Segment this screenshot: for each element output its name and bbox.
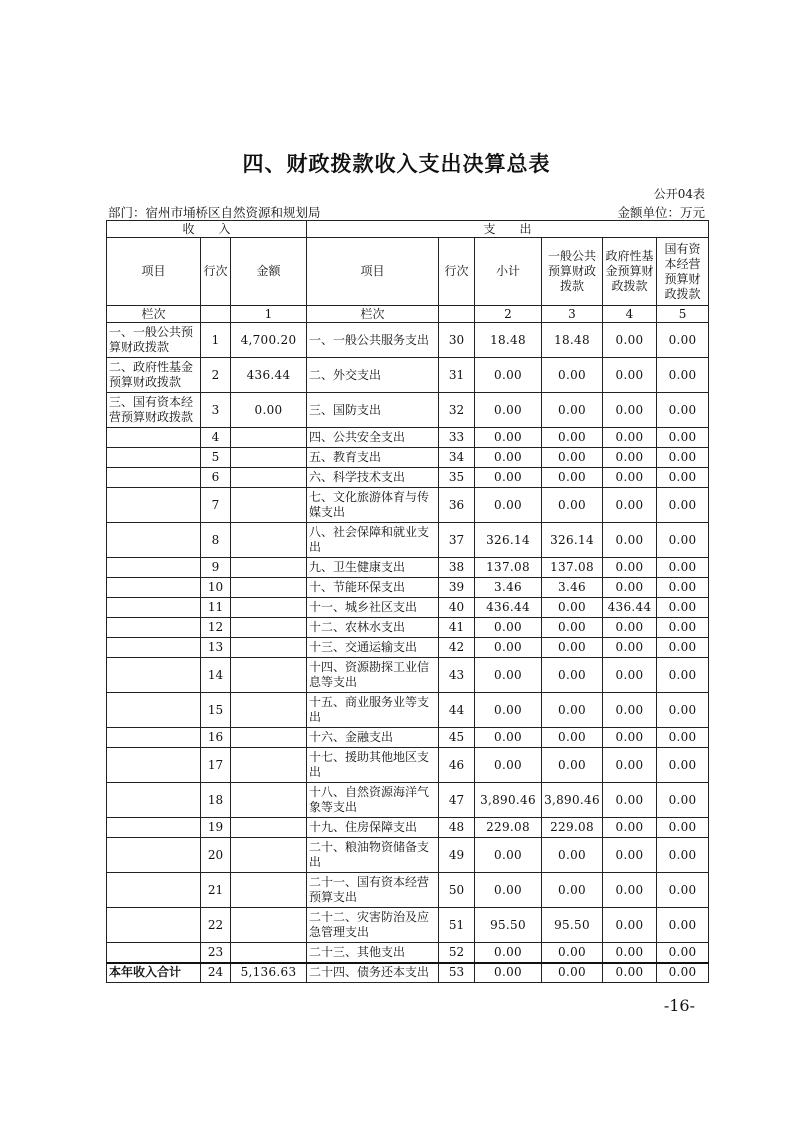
income-amount: [231, 728, 307, 748]
expense-item-header: 项目: [307, 238, 439, 306]
expense-item: 二十、粮油物资储备支出: [307, 838, 439, 873]
expense-row-number: 48: [439, 818, 475, 838]
income-item: [107, 908, 201, 943]
subtotal-value: 95.50: [475, 908, 542, 943]
column-index-row: [107, 306, 709, 323]
expense-item: 三、国防支出: [307, 393, 439, 428]
income-row-number: 8: [201, 523, 231, 558]
income-item: [107, 638, 201, 658]
general-budget-value: 0.00: [542, 358, 603, 393]
subtotal-value: 0.00: [475, 428, 542, 448]
expense-item: 二十一、国有资本经营预算支出: [307, 873, 439, 908]
general-budget-value: 0.00: [542, 598, 603, 618]
expense-row-number: 34: [439, 448, 475, 468]
expense-rowno-header: 行次: [439, 238, 475, 306]
expense-row-number: 44: [439, 693, 475, 728]
table-row: [107, 963, 709, 983]
expense-item: 八、社会保障和就业支出: [307, 523, 439, 558]
income-amount: [231, 598, 307, 618]
state-capital-value: 0.00: [657, 618, 709, 638]
table-row: [107, 943, 709, 963]
expense-item: 十六、金融支出: [307, 728, 439, 748]
income-item: [107, 728, 201, 748]
expense-item: 十、节能环保支出: [307, 578, 439, 598]
budget-table: [106, 220, 709, 983]
subtotal-value: 0.00: [475, 748, 542, 783]
general-budget-value: 0.00: [542, 748, 603, 783]
unit-label: 金额单位：万元: [617, 205, 705, 220]
subtotal-value: 3.46: [475, 578, 542, 598]
income-item: [107, 783, 201, 818]
income-item: [107, 488, 201, 523]
general-budget-value: 0.00: [542, 963, 603, 983]
expense-row-number: 53: [439, 963, 475, 983]
general-budget-value: 229.08: [542, 818, 603, 838]
general-budget-value: 0.00: [542, 468, 603, 488]
income-rowno-header: 行次: [201, 238, 231, 306]
table-row: [107, 578, 709, 598]
income-amount: [231, 693, 307, 728]
state-capital-header: 国有资本经营预算财政拨款: [657, 238, 709, 306]
table-row: [107, 838, 709, 873]
table-row: [107, 693, 709, 728]
income-item: [107, 428, 201, 448]
gov-fund-value: 0.00: [603, 488, 657, 523]
table-row: [107, 358, 709, 393]
income-amount: [231, 873, 307, 908]
page-title: 四、财政拨款收入支出决算总表: [242, 152, 551, 176]
expense-row-number: 36: [439, 488, 475, 523]
state-capital-value: 0.00: [657, 693, 709, 728]
gov-fund-value: 0.00: [603, 783, 657, 818]
gov-fund-header: 政府性基金预算财政拨款: [603, 238, 657, 306]
expense-item: 二十二、灾害防治及应急管理支出: [307, 908, 439, 943]
expense-row-number: 40: [439, 598, 475, 618]
column-index-2: 2: [475, 306, 542, 323]
expense-item: 二十四、债务还本支出: [307, 963, 439, 983]
general-budget-value: 18.48: [542, 323, 603, 358]
gov-fund-value: 0.00: [603, 358, 657, 393]
expense-item: 十九、住房保障支出: [307, 818, 439, 838]
gov-fund-value: 0.00: [603, 638, 657, 658]
income-item: [107, 693, 201, 728]
income-row-number: 16: [201, 728, 231, 748]
expense-row-number: 52: [439, 943, 475, 963]
income-header: 收 入: [107, 221, 307, 238]
table-row: [107, 523, 709, 558]
expense-item: 十八、自然资源海洋气象等支出: [307, 783, 439, 818]
income-row-number: 19: [201, 818, 231, 838]
gov-fund-value: 0.00: [603, 618, 657, 638]
income-item: [107, 838, 201, 873]
table-row: [107, 638, 709, 658]
expense-row-number: 38: [439, 558, 475, 578]
gov-fund-value: 0.00: [603, 558, 657, 578]
income-amount: [231, 523, 307, 558]
state-capital-value: 0.00: [657, 488, 709, 523]
income-item: [107, 578, 201, 598]
state-capital-value: 0.00: [657, 468, 709, 488]
income-row-number: 10: [201, 578, 231, 598]
general-budget-value: 0.00: [542, 873, 603, 908]
income-row-number: 1: [201, 323, 231, 358]
expense-row-number: 50: [439, 873, 475, 908]
page-number: -16-: [663, 996, 695, 1015]
expense-item: 七、文化旅游体育与传媒支出: [307, 488, 439, 523]
state-capital-value: 0.00: [657, 638, 709, 658]
expense-row-number: 32: [439, 393, 475, 428]
expense-item: 二十三、其他支出: [307, 943, 439, 963]
gov-fund-value: 0.00: [603, 943, 657, 963]
state-capital-value: 0.00: [657, 748, 709, 783]
income-item: [107, 468, 201, 488]
gov-fund-value: 0.00: [603, 523, 657, 558]
income-row-number: 11: [201, 598, 231, 618]
header-group-row: [107, 221, 709, 238]
table-row: [107, 323, 709, 358]
subtotal-value: 0.00: [475, 963, 542, 983]
expense-row-number: 33: [439, 428, 475, 448]
expense-row-number: 51: [439, 908, 475, 943]
table-row: [107, 488, 709, 523]
income-row-number: 7: [201, 488, 231, 523]
gov-fund-value: 0.00: [603, 873, 657, 908]
income-amount: [231, 558, 307, 578]
income-item: [107, 618, 201, 638]
expense-item: 十五、商业服务业等支出: [307, 693, 439, 728]
income-amount: [231, 448, 307, 468]
income-amount: [231, 943, 307, 963]
income-item: [107, 558, 201, 578]
subtotal-value: 0.00: [475, 468, 542, 488]
table-row: [107, 728, 709, 748]
expense-row-number: 30: [439, 323, 475, 358]
state-capital-value: 0.00: [657, 908, 709, 943]
general-budget-value: 326.14: [542, 523, 603, 558]
form-number: 公开04表: [653, 187, 705, 201]
column-index-blank: [439, 306, 475, 323]
income-row-number: 13: [201, 638, 231, 658]
income-row-number: 14: [201, 658, 231, 693]
income-amount: [231, 488, 307, 523]
table-row: [107, 658, 709, 693]
column-index-label-left: 栏次: [107, 306, 201, 323]
gov-fund-value: 0.00: [603, 393, 657, 428]
expense-row-number: 45: [439, 728, 475, 748]
subtotal-value: 229.08: [475, 818, 542, 838]
income-row-number: 15: [201, 693, 231, 728]
income-row-number: 24: [201, 963, 231, 983]
general-budget-value: 3.46: [542, 578, 603, 598]
general-budget-value: 0.00: [542, 943, 603, 963]
income-item-header: 项目: [107, 238, 201, 306]
income-amount: [231, 783, 307, 818]
expense-row-number: 37: [439, 523, 475, 558]
income-amount: [231, 838, 307, 873]
column-index-blank: [201, 306, 231, 323]
state-capital-value: 0.00: [657, 448, 709, 468]
general-budget-value: 137.08: [542, 558, 603, 578]
subtotal-value: 0.00: [475, 393, 542, 428]
expense-row-number: 49: [439, 838, 475, 873]
expense-item: 一、一般公共服务支出: [307, 323, 439, 358]
gov-fund-value: 0.00: [603, 693, 657, 728]
income-amount-header: 金额: [231, 238, 307, 306]
income-item: [107, 818, 201, 838]
state-capital-value: 0.00: [657, 658, 709, 693]
income-row-number: 23: [201, 943, 231, 963]
state-capital-value: 0.00: [657, 323, 709, 358]
income-item: 本年收入合计: [107, 963, 201, 983]
income-row-number: 18: [201, 783, 231, 818]
column-index-1: 1: [231, 306, 307, 323]
expense-item: 六、科学技术支出: [307, 468, 439, 488]
income-amount: [231, 638, 307, 658]
income-amount: [231, 908, 307, 943]
income-amount: 436.44: [231, 358, 307, 393]
gov-fund-value: 0.00: [603, 323, 657, 358]
income-amount: [231, 468, 307, 488]
subtotal-value: 0.00: [475, 728, 542, 748]
general-budget-value: 0.00: [542, 728, 603, 748]
income-amount: [231, 748, 307, 783]
gov-fund-value: 0.00: [603, 448, 657, 468]
income-amount: 0.00: [231, 393, 307, 428]
table-row: [107, 428, 709, 448]
subtotal-value: 0.00: [475, 873, 542, 908]
general-budget-value: 0.00: [542, 428, 603, 448]
subtotal-value: 0.00: [475, 488, 542, 523]
expense-item: 十三、交通运输支出: [307, 638, 439, 658]
income-row-number: 20: [201, 838, 231, 873]
income-item: [107, 748, 201, 783]
expense-header: 支 出: [307, 221, 709, 238]
table-body: [107, 221, 709, 983]
general-budget-value: 0.00: [542, 488, 603, 523]
expense-row-number: 46: [439, 748, 475, 783]
general-budget-value: 0.00: [542, 693, 603, 728]
state-capital-value: 0.00: [657, 358, 709, 393]
expense-item: 九、卫生健康支出: [307, 558, 439, 578]
state-capital-value: 0.00: [657, 818, 709, 838]
income-row-number: 9: [201, 558, 231, 578]
column-index-5: 5: [657, 306, 709, 323]
income-row-number: 3: [201, 393, 231, 428]
income-row-number: 22: [201, 908, 231, 943]
subtotal-value: 0.00: [475, 943, 542, 963]
table-row: [107, 393, 709, 428]
income-row-number: 12: [201, 618, 231, 638]
expense-row-number: 43: [439, 658, 475, 693]
subtotal-value: 3,890.46: [475, 783, 542, 818]
general-budget-value: 0.00: [542, 838, 603, 873]
table-row: [107, 448, 709, 468]
income-amount: [231, 818, 307, 838]
income-item: [107, 658, 201, 693]
income-row-number: 21: [201, 873, 231, 908]
income-amount: 5,136.63: [231, 963, 307, 983]
state-capital-value: 0.00: [657, 393, 709, 428]
expense-row-number: 35: [439, 468, 475, 488]
gov-fund-value: 0.00: [603, 468, 657, 488]
general-budget-value: 3,890.46: [542, 783, 603, 818]
income-item: [107, 523, 201, 558]
expense-item: 十二、农林水支出: [307, 618, 439, 638]
table-row: [107, 618, 709, 638]
subtotal-value: 18.48: [475, 323, 542, 358]
income-item: [107, 943, 201, 963]
expense-item: 二、外交支出: [307, 358, 439, 393]
column-index-4: 4: [603, 306, 657, 323]
subtotal-value: 436.44: [475, 598, 542, 618]
subtotal-value: 0.00: [475, 838, 542, 873]
subtotal-value: 0.00: [475, 618, 542, 638]
gov-fund-value: 0.00: [603, 838, 657, 873]
state-capital-value: 0.00: [657, 578, 709, 598]
gov-fund-value: 0.00: [603, 428, 657, 448]
state-capital-value: 0.00: [657, 428, 709, 448]
general-budget-value: 0.00: [542, 448, 603, 468]
subtotal-value: 137.08: [475, 558, 542, 578]
income-item: 三、国有资本经营预算财政拨款: [107, 393, 201, 428]
state-capital-value: 0.00: [657, 523, 709, 558]
expense-item: 十一、城乡社区支出: [307, 598, 439, 618]
department-label: 部门：宿州市埇桥区自然资源和规划局: [108, 205, 321, 220]
gov-fund-value: 0.00: [603, 658, 657, 693]
expense-row-number: 31: [439, 358, 475, 393]
table-row: [107, 468, 709, 488]
table-row: [107, 748, 709, 783]
table-row: [107, 558, 709, 578]
state-capital-value: 0.00: [657, 598, 709, 618]
state-capital-value: 0.00: [657, 943, 709, 963]
income-row-number: 17: [201, 748, 231, 783]
expense-row-number: 39: [439, 578, 475, 598]
income-row-number: 6: [201, 468, 231, 488]
gov-fund-value: 0.00: [603, 908, 657, 943]
general-budget-header: 一般公共预算财政拨款: [542, 238, 603, 306]
state-capital-value: 0.00: [657, 728, 709, 748]
income-item: 二、政府性基金预算财政拨款: [107, 358, 201, 393]
income-amount: [231, 618, 307, 638]
general-budget-value: 0.00: [542, 618, 603, 638]
general-budget-value: 0.00: [542, 638, 603, 658]
expense-item: 五、教育支出: [307, 448, 439, 468]
subtotal-value: 0.00: [475, 693, 542, 728]
subtotal-value: 0.00: [475, 358, 542, 393]
gov-fund-value: 0.00: [603, 728, 657, 748]
expense-row-number: 47: [439, 783, 475, 818]
table-row: [107, 783, 709, 818]
income-item: [107, 873, 201, 908]
table-row: [107, 908, 709, 943]
column-index-3: 3: [542, 306, 603, 323]
income-item: 一、一般公共预算财政拨款: [107, 323, 201, 358]
general-budget-value: 0.00: [542, 393, 603, 428]
subtotal-value: 0.00: [475, 638, 542, 658]
income-amount: [231, 428, 307, 448]
table-row: [107, 598, 709, 618]
expense-row-number: 41: [439, 618, 475, 638]
subtotal-value: 326.14: [475, 523, 542, 558]
subtotal-value: 0.00: [475, 658, 542, 693]
expense-row-number: 42: [439, 638, 475, 658]
general-budget-value: 95.50: [542, 908, 603, 943]
state-capital-value: 0.00: [657, 558, 709, 578]
table-row: [107, 873, 709, 908]
income-row-number: 4: [201, 428, 231, 448]
gov-fund-value: 436.44: [603, 598, 657, 618]
expense-item: 十四、资源勘探工业信息等支出: [307, 658, 439, 693]
gov-fund-value: 0.00: [603, 748, 657, 783]
state-capital-value: 0.00: [657, 783, 709, 818]
subtotal-header: 小计: [475, 238, 542, 306]
income-row-number: 2: [201, 358, 231, 393]
income-amount: [231, 578, 307, 598]
state-capital-value: 0.00: [657, 838, 709, 873]
subtotal-value: 0.00: [475, 448, 542, 468]
header-columns-row: [107, 238, 709, 306]
income-item: [107, 448, 201, 468]
income-item: [107, 598, 201, 618]
state-capital-value: 0.00: [657, 873, 709, 908]
column-index-label-right: 栏次: [307, 306, 439, 323]
general-budget-value: 0.00: [542, 658, 603, 693]
gov-fund-value: 0.00: [603, 963, 657, 983]
income-amount: 4,700.20: [231, 323, 307, 358]
gov-fund-value: 0.00: [603, 578, 657, 598]
expense-item: 十七、援助其他地区支出: [307, 748, 439, 783]
table-row: [107, 818, 709, 838]
income-row-number: 5: [201, 448, 231, 468]
state-capital-value: 0.00: [657, 963, 709, 983]
gov-fund-value: 0.00: [603, 818, 657, 838]
expense-item: 四、公共安全支出: [307, 428, 439, 448]
income-amount: [231, 658, 307, 693]
